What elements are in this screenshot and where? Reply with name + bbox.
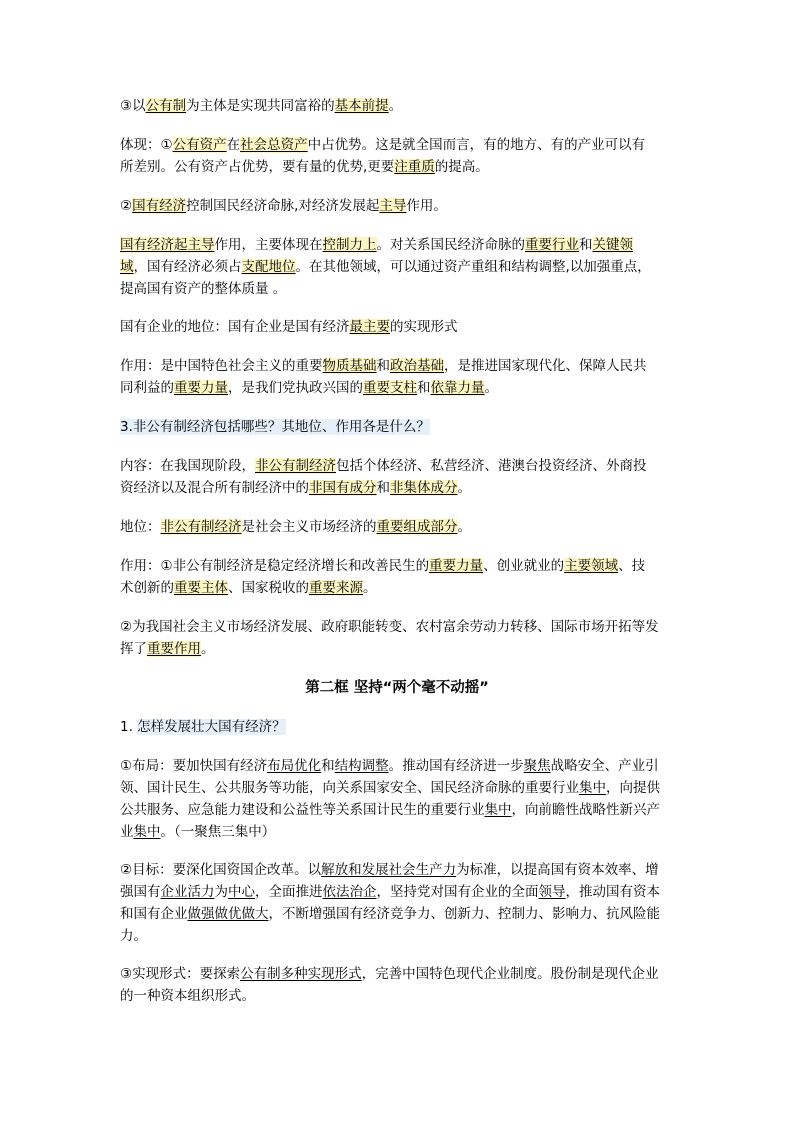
text-run: 、技: [618, 558, 646, 574]
text-run: 和: [417, 380, 431, 396]
text-run: 。: [388, 98, 403, 114]
text-line: [120, 638, 676, 660]
text-run: 战略安全、产业引: [550, 758, 659, 774]
text-run: ，是推进国家现代化、保障人民共: [444, 358, 647, 374]
question-heading: [120, 716, 676, 738]
highlighted-term: 重要主体: [174, 580, 228, 596]
text-run: 为: [214, 884, 228, 900]
text-run: 的一种资本组织形式。: [120, 988, 255, 1004]
text-run: 业: [120, 824, 134, 840]
paragraph: [120, 134, 676, 178]
text-line: [120, 577, 676, 599]
text-run: 、创业就业的: [483, 558, 565, 574]
underlined-term: 公有制多种实现形式: [240, 966, 362, 982]
highlighted-term: 政治基础: [390, 358, 444, 374]
text-run: 所差别。公有资产占优势，要有量的优势,更要: [120, 159, 395, 175]
text-run: 。: [363, 580, 377, 596]
question-text: 怎样发展壮大国有经济？: [137, 719, 286, 735]
text-line: [120, 516, 676, 538]
text-run: 作用。: [406, 198, 447, 214]
text-run: 和国有企业: [120, 906, 188, 922]
underlined-term: 集中: [484, 802, 512, 818]
text-line: [120, 616, 676, 638]
text-run: ③以: [120, 98, 146, 114]
text-run: ③实现形式：要探索: [120, 966, 241, 982]
paragraph: [120, 755, 676, 843]
text-run: 同利益的: [120, 380, 174, 396]
text-line: [120, 903, 676, 925]
text-run: 提高国有资产的整体质量 。: [120, 281, 287, 297]
highlighted-term: 公有资产: [172, 137, 227, 153]
text-run: ①布局：要加快国有经济: [120, 758, 268, 774]
text-run: 在: [226, 137, 241, 153]
text-run: ，国有经济必须占: [133, 259, 242, 275]
text-line: [120, 985, 676, 1007]
text-run: 。推动国有经济进一步: [388, 758, 524, 774]
text-line: [120, 256, 676, 278]
text-run: ②: [120, 198, 133, 214]
text-run: 挥了: [120, 641, 147, 657]
underlined-term: 集中: [579, 780, 606, 796]
highlighted-term: 重要组成部分: [376, 519, 458, 535]
text-run: ，是我们党执政兴国的: [228, 380, 363, 396]
text-run: ，全面推进: [255, 884, 323, 900]
text-run: 的提高。: [434, 159, 489, 175]
text-line: [120, 134, 676, 156]
text-line: [120, 455, 676, 477]
text-run: ，坚持党对国有企业的全面: [376, 884, 539, 900]
text-run: 。: [457, 480, 471, 496]
underlined-term: 做强做优做大: [187, 906, 269, 922]
underlined-term: 布局优化: [267, 758, 322, 774]
underlined-term: 聚焦: [523, 758, 551, 774]
text-line: [120, 799, 676, 821]
text-run: ，向提供: [606, 780, 660, 796]
highlighted-term: 支配地位: [241, 259, 296, 275]
underlined-term: 企业活力: [160, 884, 215, 900]
text-run: 作用：是中国特色社会主义的重要: [120, 358, 323, 374]
underlined-term: 中心: [228, 884, 255, 900]
highlighted-term: 国有经济: [132, 198, 187, 214]
highlighted-term: 公有制: [145, 98, 187, 114]
text-run: 中占优势。这是就全国而言，有的地方、有的产业可以有: [307, 137, 646, 153]
highlighted-term: 重要力量: [429, 558, 484, 574]
text-run: 。: [201, 641, 215, 657]
text-run: 国有企业的地位：国有企业是国有经济: [120, 319, 350, 335]
text-run: 术创新的: [120, 580, 174, 596]
highlighted-term: 最主要: [349, 319, 390, 335]
text-run: 强国有: [120, 884, 161, 900]
highlighted-term: 国有经济起主导: [120, 237, 215, 253]
paragraph: [120, 516, 676, 538]
highlighted-term: 非集体成分: [390, 480, 458, 496]
text-line: [120, 716, 676, 738]
text-run: 为标准，以提高国有资本效率、增: [456, 862, 659, 878]
highlighted-term: 基本前提: [334, 98, 389, 114]
text-line: [120, 195, 676, 217]
paragraph: [120, 355, 676, 399]
text-run: 和: [321, 758, 335, 774]
text-line: [120, 156, 676, 178]
highlighted-term: 社会总资产: [240, 137, 308, 153]
text-line: [120, 777, 676, 799]
text-line: [120, 963, 676, 985]
paragraph: [120, 859, 676, 947]
text-run: 内容：在我国现阶段，: [120, 458, 255, 474]
text-run: ，完善中国特色现代企业制度。股份制是现代企业: [361, 966, 659, 982]
highlighted-term: 注重质: [394, 159, 435, 175]
text-line: [120, 925, 676, 947]
text-line: [120, 278, 676, 300]
text-run: ②目标：要深化国资国企改革。以: [120, 862, 322, 878]
text-line: [120, 821, 676, 843]
highlighted-term: 域: [120, 259, 134, 275]
text-run: 为主体是实现共同富裕的: [186, 98, 335, 114]
paragraph: [120, 234, 676, 300]
text-run: 地位：: [120, 519, 161, 535]
underlined-term: 集中: [133, 824, 161, 840]
paragraph: [120, 616, 676, 660]
highlighted-term: 重要作用: [147, 641, 201, 657]
underlined-term: 领导: [538, 884, 566, 900]
text-run: 、国家税收的: [228, 580, 309, 596]
paragraph: [120, 963, 676, 1007]
text-run: 体现：①: [120, 137, 173, 153]
highlighted-term: 重要力量: [174, 380, 228, 396]
text-run: 。: [484, 380, 498, 396]
highlighted-term: 非公有制经济: [160, 519, 242, 535]
paragraph: [120, 195, 676, 217]
paragraph: [120, 95, 676, 117]
highlighted-term: 主要领域: [564, 558, 619, 574]
text-line: [120, 234, 676, 256]
text-run: 控制国民经济命脉,对经济发展起: [186, 198, 380, 214]
text-run: 作用：①非公有制经济是稳定经济增长和改善民生的: [120, 558, 430, 574]
text-line: [120, 95, 676, 117]
paragraph: [120, 455, 676, 499]
underlined-term: 结构调整: [334, 758, 389, 774]
highlighted-term: 非国有成分: [309, 480, 377, 496]
underlined-term: 依法治企: [322, 884, 377, 900]
text-run: 的实现形式: [390, 319, 458, 335]
highlighted-term: 重要支柱: [363, 380, 417, 396]
highlighted-term: 依靠力量: [430, 380, 485, 396]
highlighted-term: 非公有制经济: [255, 458, 336, 474]
highlighted-term: 重要来源: [309, 580, 363, 596]
text-line: [120, 859, 676, 881]
text-run: 1.: [120, 719, 138, 735]
text-run: 公共服务、应急能力建设和公益性等关系国计民生的重要行业: [120, 802, 485, 818]
question-heading: [120, 416, 676, 438]
question-text: 3.非公有制经济包括哪些？其地位、作用各是什么？: [120, 419, 430, 435]
text-run: 作用，主要体现在: [214, 237, 323, 253]
text-line: [120, 416, 676, 438]
text-run: 是社会主义市场经济的: [241, 519, 377, 535]
highlighted-term: 主导: [379, 198, 407, 214]
paragraph: [120, 555, 676, 599]
text-line: [120, 555, 676, 577]
text-run: 和: [579, 237, 593, 253]
text-line: [120, 755, 676, 777]
text-run: 包括个体经济、私营经济、港澳台投资经济、外商投: [336, 458, 647, 474]
text-run: ，推动国有资本: [565, 884, 660, 900]
text-run: 。（一聚焦三集中）: [160, 824, 276, 840]
text-run: ，向前瞻性战略性新兴产: [511, 802, 660, 818]
text-line: [120, 477, 676, 499]
text-run: 资经济以及混合所有制经济中的: [120, 480, 309, 496]
text-run: ，不断增强国有经济竞争力、创新力、控制力、影响力、抗风险能: [268, 906, 660, 922]
text-run: 力。: [120, 928, 147, 944]
text-line: [120, 377, 676, 399]
text-run: 。在其他领域，可以通过资产重组和结构调整,以加强重点，: [295, 259, 651, 275]
text-run: 和: [376, 480, 390, 496]
text-run: 。: [457, 519, 471, 535]
text-run: 领、国计民生、公共服务等功能，向关系国家安全、国民经济命脉的重要行业: [120, 780, 579, 796]
text-line: [120, 316, 676, 338]
section-title: 第二框 坚持“两个毫不动摇”: [305, 680, 489, 696]
highlighted-term: 控制力上: [322, 237, 377, 253]
text-run: ②为我国社会主义市场经济发展、政府职能转变、农村富余劳动力转移、国际市场开拓等发: [120, 619, 659, 635]
text-run: 。对关系国民经济命脉的: [376, 237, 525, 253]
paragraph: [120, 316, 676, 338]
highlighted-term: 重要行业: [525, 237, 579, 253]
highlighted-term: 关键领: [592, 237, 633, 253]
text-line: [120, 881, 676, 903]
underlined-term: 解放和发展社会生产力: [321, 862, 457, 878]
text-run: 和: [376, 358, 390, 374]
highlighted-term: 物质基础: [322, 358, 377, 374]
text-line: [120, 355, 676, 377]
